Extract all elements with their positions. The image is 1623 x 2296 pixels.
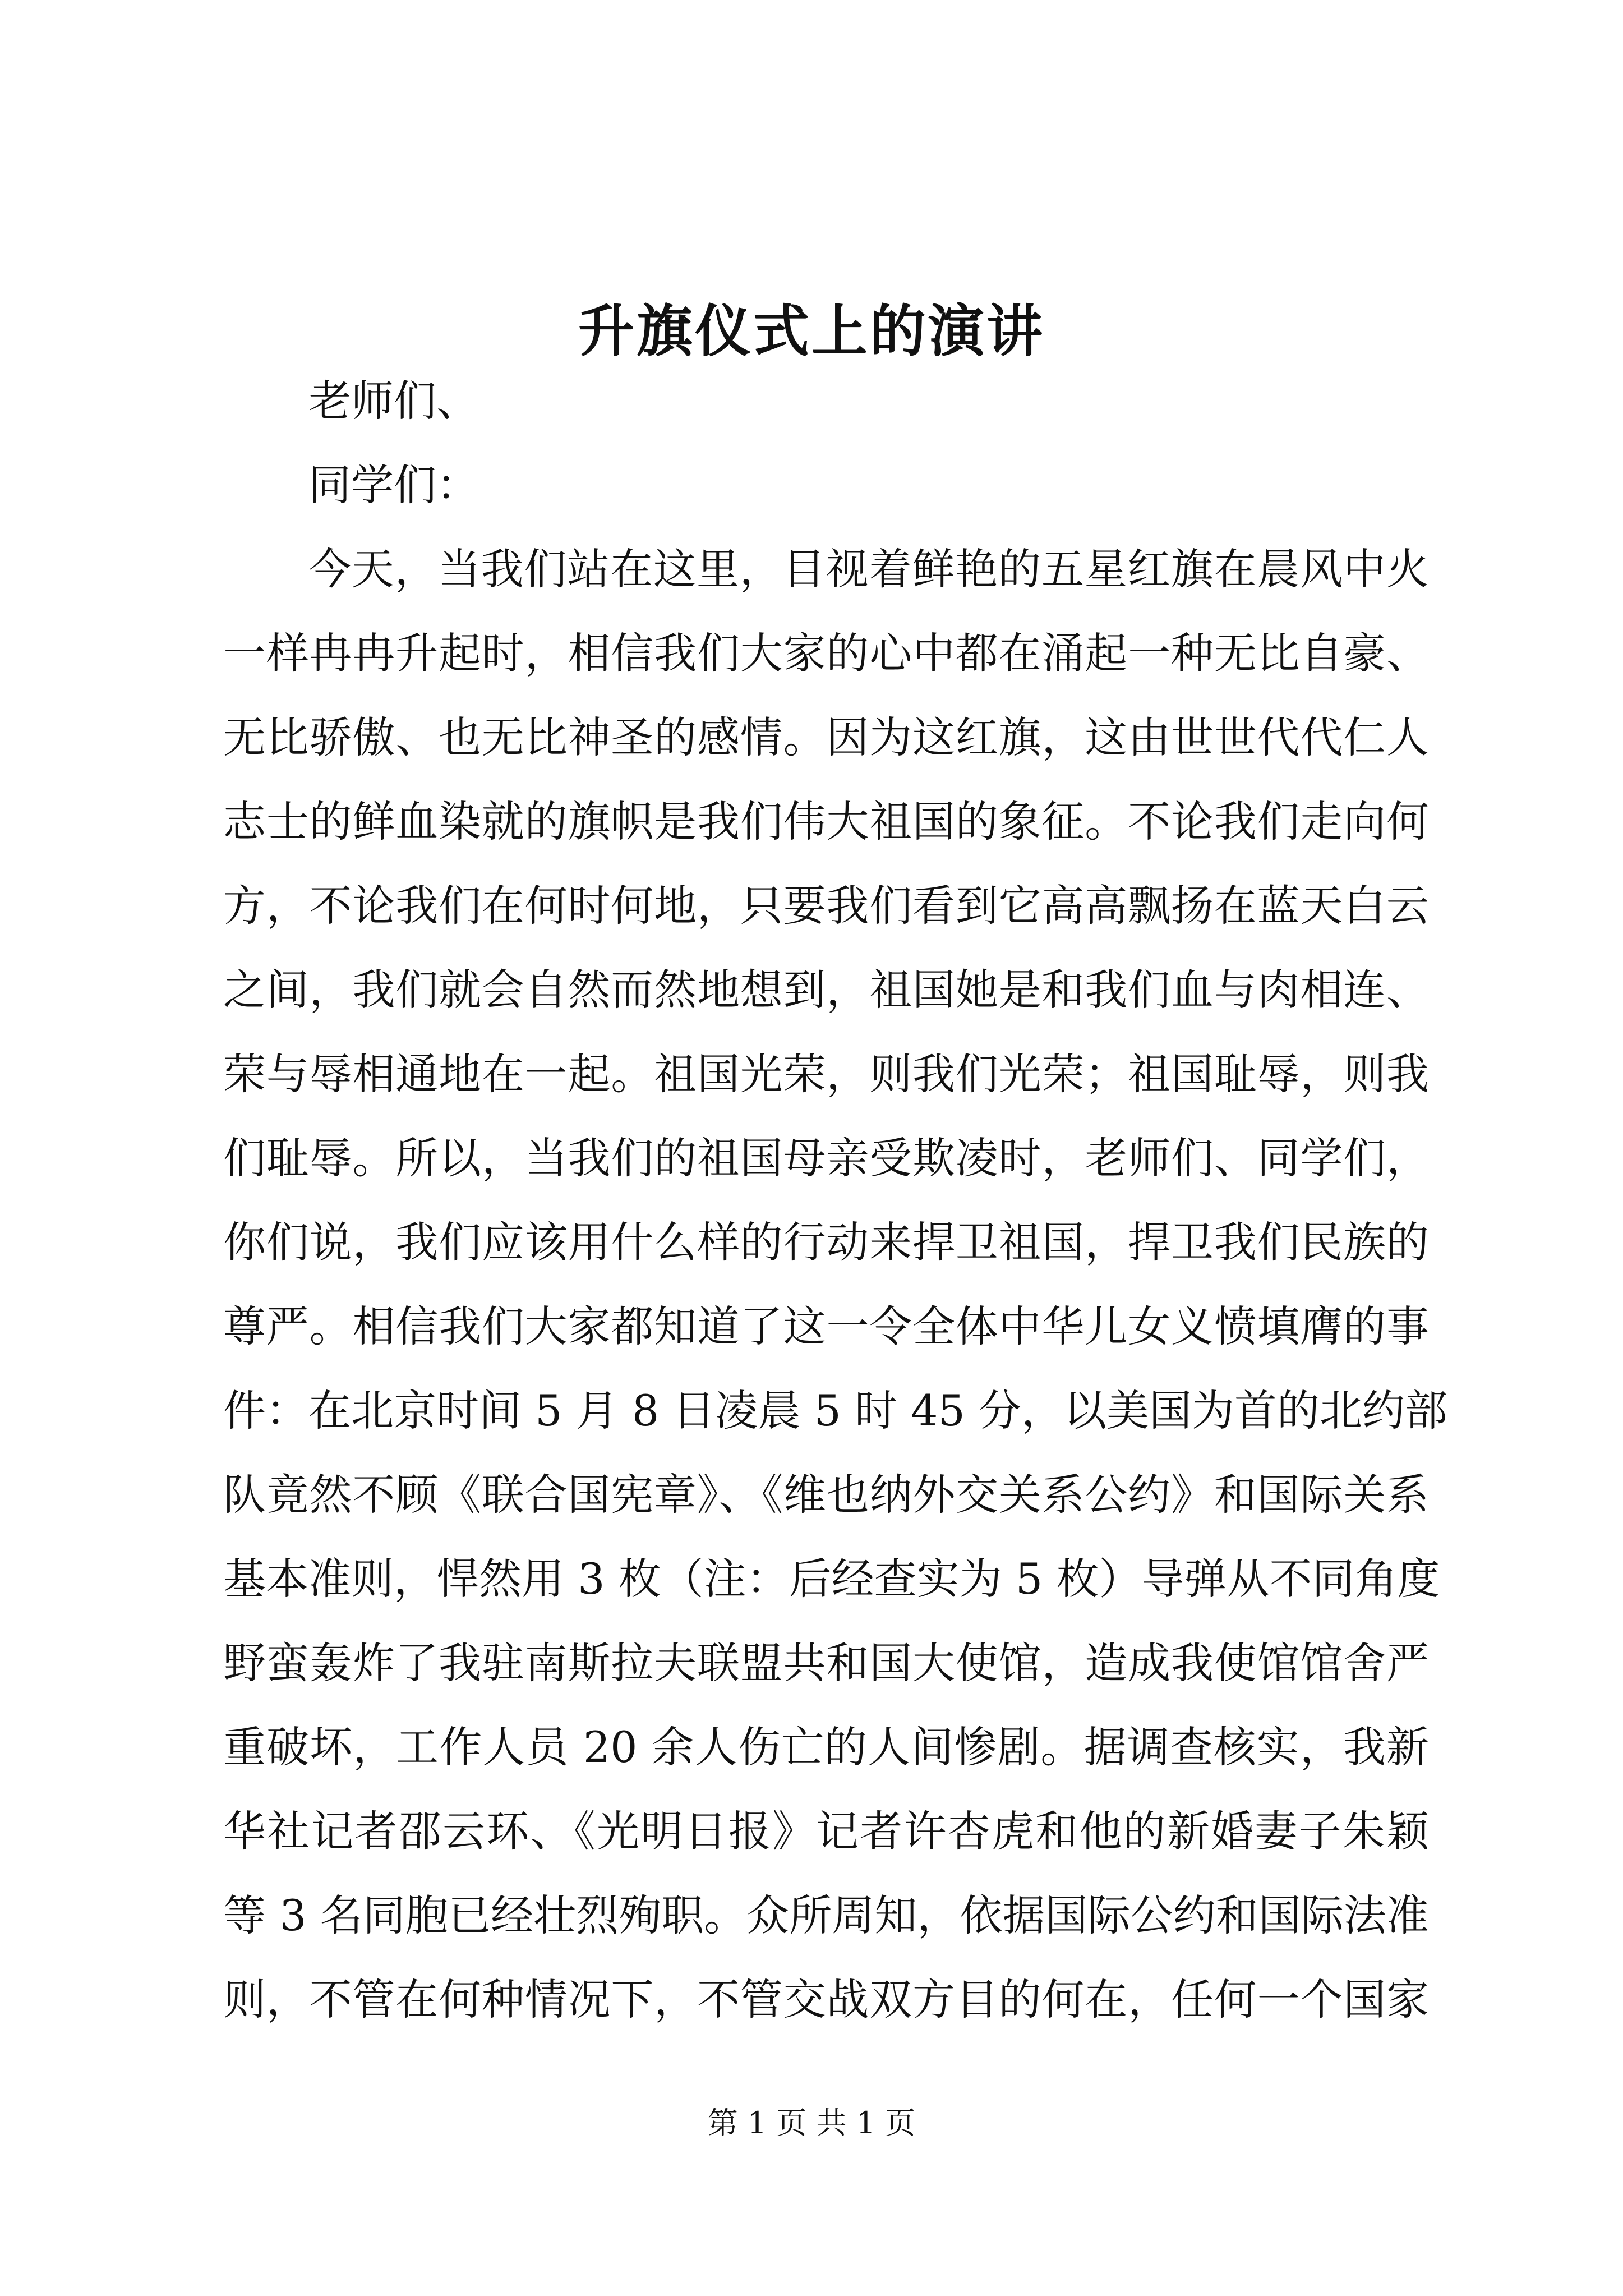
text-line: 今天，当我们站在这里，目视着鲜艳的五星红旗在晨风中火: [308, 544, 1429, 594]
text-line: 你们说，我们应该用什么样的行动来捍卫祖国，捍卫我们民族的: [223, 1217, 1429, 1267]
text-line: 志士的鲜血染就的旗帜是我们伟大祖国的象征。不论我们走向何: [223, 797, 1429, 846]
text-line: 之间，我们就会自然而然地想到，祖国她是和我们血与肉相连、: [223, 965, 1429, 1015]
page-footer: 第 1 页 共 1 页: [707, 2105, 916, 2141]
text-line: 们耻辱。所以，当我们的祖国母亲受欺凌时，老师们、同学们，: [223, 1133, 1429, 1183]
document-body: [223, 359, 1448, 2042]
text-line: 野蛮轰炸了我驻南斯拉夫联盟共和国大使馆，造成我使馆馆舍严: [223, 1638, 1429, 1688]
text-line: 重破坏，工作人员 20 余人伤亡的人间惨剧。据调查核实，我新: [223, 1722, 1429, 1772]
text-line: 荣与辱相通地在一起。祖国光荣，则我们光荣；祖国耻辱，则我: [223, 1049, 1429, 1099]
text-line: 队竟然不顾《联合国宪章》、《维也纳外交关系公约》和国际关系: [223, 1470, 1429, 1520]
text-line: 方，不论我们在何时何地，只要我们看到它高高飘扬在蓝天白云: [223, 881, 1429, 931]
salutation-students: 同学们：: [308, 460, 479, 510]
text-line: 件：在北京时间 5 月 8 日凌晨 5 时 45 分，以美国为首的北约部: [223, 1386, 1448, 1435]
text-line: 则，不管在何种情况下，不管交战双方目的何在，任何一个国家: [223, 1975, 1429, 2024]
text-line: 华社记者邵云环、《光明日报》记者许杏虎和他的新婚妻子朱颖: [223, 1806, 1429, 1856]
text-line: 一样冉冉升起时，相信我们大家的心中都在涌起一种无比自豪、: [223, 628, 1429, 678]
text-line: 基本准则，悍然用 3 枚（注：后经查实为 5 枚）导弹从不同角度: [223, 1554, 1440, 1604]
text-line: 等 3 名同胞已经壮烈殉职。众所周知，依据国际公约和国际法准: [223, 1890, 1429, 1940]
text-line: 无比骄傲、也无比神圣的感情。因为这红旗，这由世世代代仁人: [223, 712, 1429, 762]
document-title: 升旗仪式上的演讲: [578, 298, 1045, 364]
text-line: 尊严。相信我们大家都知道了这一令全体中华儿女义愤填膺的事: [223, 1301, 1429, 1351]
salutation-teachers: 老师们、: [308, 376, 479, 426]
